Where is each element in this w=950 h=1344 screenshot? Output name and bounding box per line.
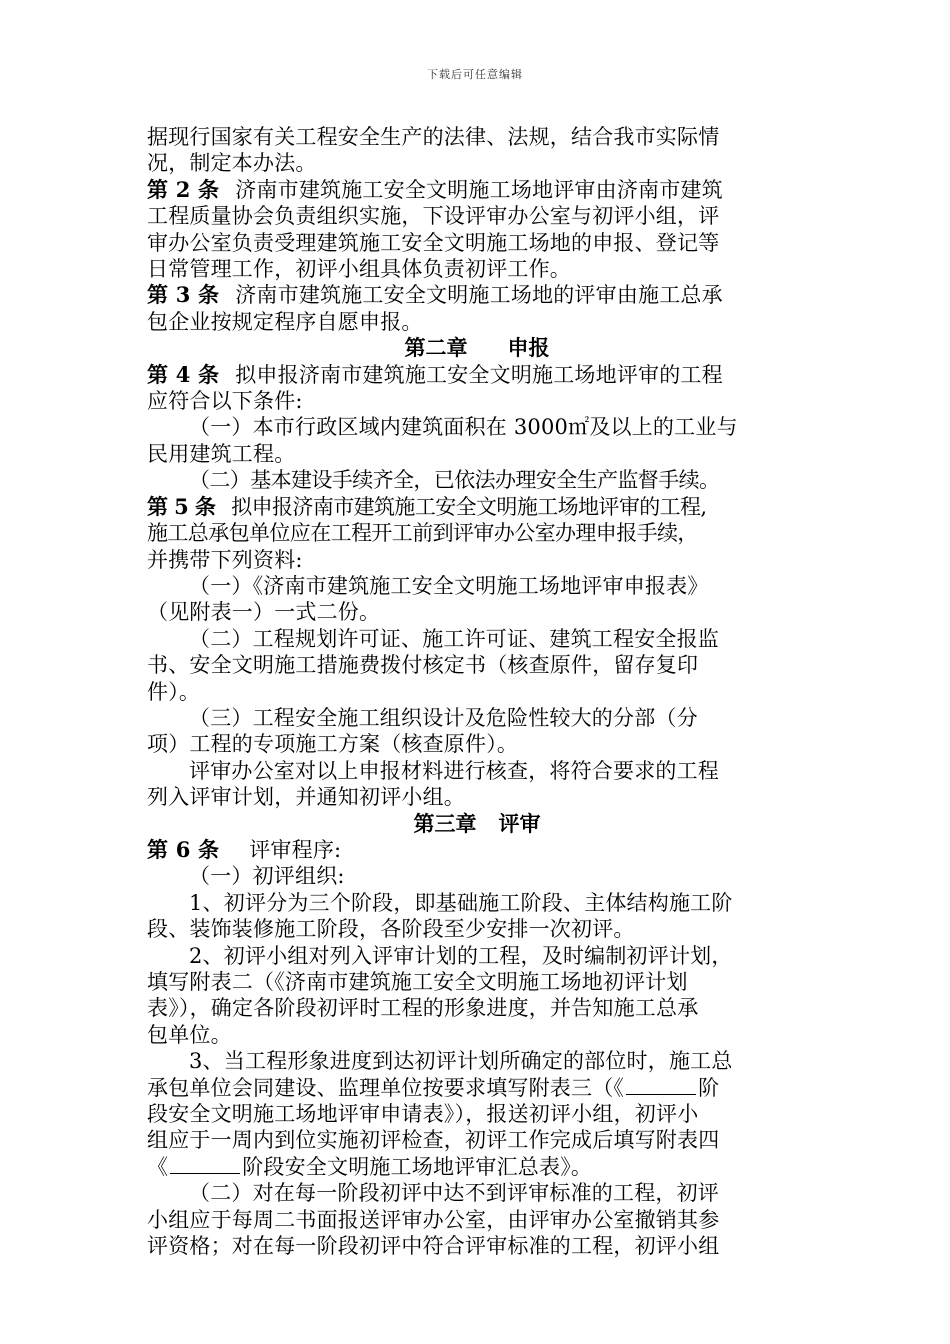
text-line: 据现行国家有关工程安全生产的法律、法规，结合我市实际情 xyxy=(147,125,720,149)
page-header: 下载后可任意编辑 xyxy=(427,68,523,81)
text-line: 项）工程的专项施工方案（核查原件）。 xyxy=(147,732,519,757)
article-label: 第 5 条 xyxy=(147,493,216,519)
text-line-with-blank xyxy=(147,1075,807,1101)
text-line: 评审程序: xyxy=(249,837,342,862)
text-line: 评审办公室对以上申报材料进行核查，将符合要求的工程 xyxy=(189,758,719,783)
article-label: 第 4 条 xyxy=(147,361,220,387)
text-line: （二）工程规划许可证、施工许可证、建筑工程安全报监 xyxy=(189,626,719,651)
text-line: 包单位。 xyxy=(147,1022,232,1047)
fill-blank xyxy=(626,1076,696,1095)
text-line: 拟申报济南市建筑施工安全文明施工场地评审的工程 xyxy=(235,362,723,387)
chapter-number: 第二章 xyxy=(404,335,468,361)
text-line-with-blank xyxy=(147,1154,807,1180)
text-line: 3、当工程形象进度到达初评计划所确定的部位时，施工总 xyxy=(189,1049,733,1074)
document-body xyxy=(147,124,807,1259)
text-line: 况，制定本办法。 xyxy=(147,151,317,176)
text-line: 1、初评分为三个阶段，即基础施工阶段、主体结构施工阶 xyxy=(189,890,733,915)
text-line: 拟申报济南市建筑施工安全文明施工场地评审的工程, xyxy=(231,494,707,519)
text-line: 工程质量协会负责组织实施，下设评审办公室与初评小组，评 xyxy=(147,204,720,229)
text-line: （一）《济南市建筑施工安全文明施工场地评审申报表》 xyxy=(189,573,709,598)
text-line: 审办公室负责受理建筑施工安全文明施工场地的申报、登记等 xyxy=(147,230,720,255)
text-line: 列入评审计划，并通知初评小组。 xyxy=(147,785,465,810)
chapter-heading xyxy=(147,811,807,837)
text-line: 包企业按规定程序自愿申报。 xyxy=(147,309,423,334)
chapter-number: 第三章 xyxy=(413,810,477,836)
text-line: 段安全文明施工场地评审申请表》），报送初评小组，初评小 xyxy=(147,1102,699,1127)
text-line: 日常管理工作，初评小组具体负责初评工作。 xyxy=(147,257,571,282)
text-line: 评资格；对在每一阶段初评中符合评审标准的工程，初评小组 xyxy=(147,1234,720,1259)
text-line: 施工总承包单位应在工程开工前到评审办公室办理申报手续， xyxy=(147,521,698,546)
text-line: 济南市建筑施工安全文明施工场地的评审由施工总承 xyxy=(235,283,723,308)
article-4 xyxy=(147,362,807,388)
article-6 xyxy=(147,837,807,863)
text-line: 2、初评小组对列入评审计划的工程，及时编制初评计划， xyxy=(189,943,733,968)
article-label: 第 2 条 xyxy=(147,176,220,202)
text-fragment: 阶 xyxy=(698,1075,720,1100)
text-line: 段、装饰装修施工阶段，各阶段至少安排一次初评。 xyxy=(147,917,635,942)
text-line: 件）。 xyxy=(147,679,201,704)
text-line: 应符合以下条件: xyxy=(147,389,303,414)
text-line: 并携带下列资料: xyxy=(147,547,303,572)
text-fragment: 阶段安全文明施工场地评审汇总表》。 xyxy=(242,1154,593,1179)
text-line: 济南市建筑施工安全文明施工场地评审由济南市建筑 xyxy=(235,177,723,202)
text-line: 小组应于每周二书面报送评审办公室，由评审办公室撤销其参 xyxy=(147,1207,720,1232)
text-line: 组应于一周内到位实施初评检查，初评工作完成后填写附表四 xyxy=(147,1128,720,1153)
fill-blank xyxy=(170,1155,240,1174)
chapter-title: 申报 xyxy=(507,335,550,361)
article-2 xyxy=(147,177,807,203)
text-line: （见附表一）一式二份。 xyxy=(147,600,381,625)
text-line: 民用建筑工程。 xyxy=(147,441,296,466)
text-line: 书、安全文明施工措施费拨付核定书（核查原件，留存复印 xyxy=(147,653,699,678)
text-line: （三）工程安全施工组织设计及危险性较大的分部（分 xyxy=(189,705,698,730)
text-line: （一）本市行政区域内建筑面积在 3000㎡及以上的工业与 xyxy=(189,415,738,440)
text-line: （一）初评组织: xyxy=(189,864,345,889)
text-line: 填写附表二（《济南市建筑施工安全文明施工场地初评计划 xyxy=(147,970,688,994)
text-fragment: 承包单位会同建设、监理单位按要求填写附表三（《 xyxy=(147,1075,625,1100)
chapter-title: 评审 xyxy=(498,810,541,836)
article-label: 第 6 条 xyxy=(147,836,220,862)
text-line: 表》），确定各阶段初评时工程的形象进度，并告知施工总承 xyxy=(147,996,699,1021)
text-fragment: 《 xyxy=(147,1154,169,1179)
article-label: 第 3 条 xyxy=(147,282,220,308)
chapter-heading xyxy=(147,335,807,361)
article-3 xyxy=(147,282,807,308)
text-line: （二）对在每一阶段初评中达不到评审标准的工程，初评 xyxy=(189,1181,719,1206)
text-line: （二）基本建设手续齐全，已依法办理安全生产监督手续。 xyxy=(189,468,720,493)
article-5 xyxy=(147,494,807,520)
